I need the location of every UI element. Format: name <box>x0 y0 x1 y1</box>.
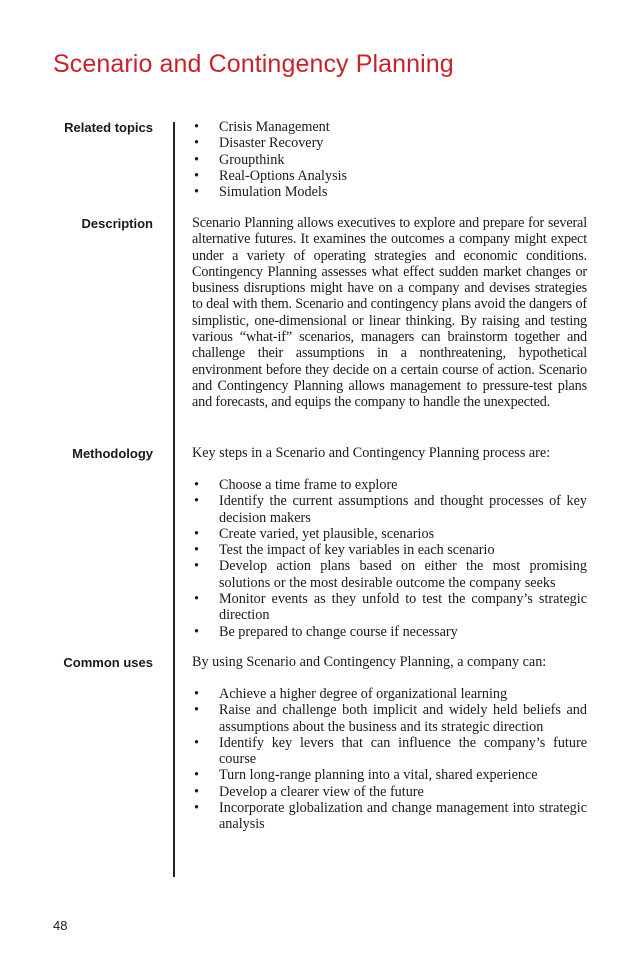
column-divider <box>173 122 175 877</box>
list-item: • Develop action plans based on either the most promising solutions or the most desirable outcome the company seeks <box>194 558 587 591</box>
list-item: • Disaster Recovery <box>194 135 324 152</box>
common-uses-list <box>192 686 587 833</box>
bullet-icon: • <box>194 702 199 719</box>
bullet-icon: • <box>194 525 199 542</box>
list-item: • Achieve a higher degree of organizational learning <box>194 686 508 702</box>
list-item: • Be prepared to change course if necessary <box>194 623 458 640</box>
bullet-icon: • <box>194 119 199 135</box>
bullet-icon: • <box>194 591 199 608</box>
list-item: • Real-Options Analysis <box>194 167 348 184</box>
bullet-icon: • <box>194 151 199 168</box>
common-uses-intro: By using Scenario and Contingency Planning, a company can: <box>192 654 547 670</box>
page-number: 48 <box>53 918 68 933</box>
methodology-intro: Key steps in a Scenario and Contingency Planning process are: <box>192 445 551 461</box>
list-item: • Monitor events as they unfold to test the company’s strategic direction <box>194 591 587 624</box>
related-topics-list <box>192 119 587 200</box>
list-item: • Turn long-range planning into a vital, shared experience <box>194 767 538 784</box>
common-uses-label: Common uses <box>63 655 153 670</box>
list-item: • Identify key levers that can influence the company’s future course <box>194 734 587 768</box>
bullet-icon: • <box>194 734 199 751</box>
bullet-icon: • <box>194 135 199 152</box>
list-item: • Test the impact of key variables in each scenario <box>194 542 495 559</box>
list-item: • Crisis Management <box>194 119 330 135</box>
list-item: • Groupthink <box>194 151 285 168</box>
page-title: Scenario and Contingency Planning <box>53 50 454 78</box>
list-item: • Simulation Models <box>194 184 328 201</box>
bullet-icon: • <box>194 167 199 184</box>
description-text: Scenario Planning allows executives to explore and prepare for several alternative futures. It examines the outcomes a company might expect under a variety of operating strategies and economic conditions. Contingency Planning assesses what effect sudden market changes or business disruptions might have on a company and devises strategies to deal with them. Scenario and contingency plans avoid the dangers of simplistic, one-dimensional or linear thinking. By raising and testing various “what-if” scenarios, managers can brainstorm together and challenge their assumptions in a nonthreatening, hypothetical environment before they decide on a certain course of action. Scenario and Contingency Planning allows management to pressure-test plans and forecasts, and equips the company to handle the unexpected. <box>192 215 587 411</box>
bullet-icon: • <box>194 686 199 702</box>
list-item: • Incorporate globalization and change management into strategic analysis <box>194 800 587 833</box>
methodology-label: Methodology <box>72 446 153 461</box>
bullet-icon: • <box>194 184 199 201</box>
bullet-icon: • <box>194 493 199 510</box>
bullet-icon: • <box>194 558 199 575</box>
methodology-list <box>192 477 587 640</box>
list-item: • Create varied, yet plausible, scenarios <box>194 525 435 542</box>
bullet-icon: • <box>194 477 199 493</box>
bullet-icon: • <box>194 767 199 784</box>
list-item: • Choose a time frame to explore <box>194 477 398 493</box>
bullet-icon: • <box>194 542 199 559</box>
bullet-icon: • <box>194 783 199 800</box>
bullet-icon: • <box>194 800 199 817</box>
bullet-icon: • <box>194 623 199 640</box>
list-item: • Raise and challenge both implicit and widely held beliefs and assumptions about the business and its strategic direction <box>194 702 587 735</box>
list-item: • Identify the current assumptions and thought processes of key decision makers <box>194 493 587 526</box>
description-label: Description <box>81 216 153 231</box>
related-topics-label: Related topics <box>64 120 153 135</box>
list-item: • Develop a clearer view of the future <box>194 783 424 800</box>
